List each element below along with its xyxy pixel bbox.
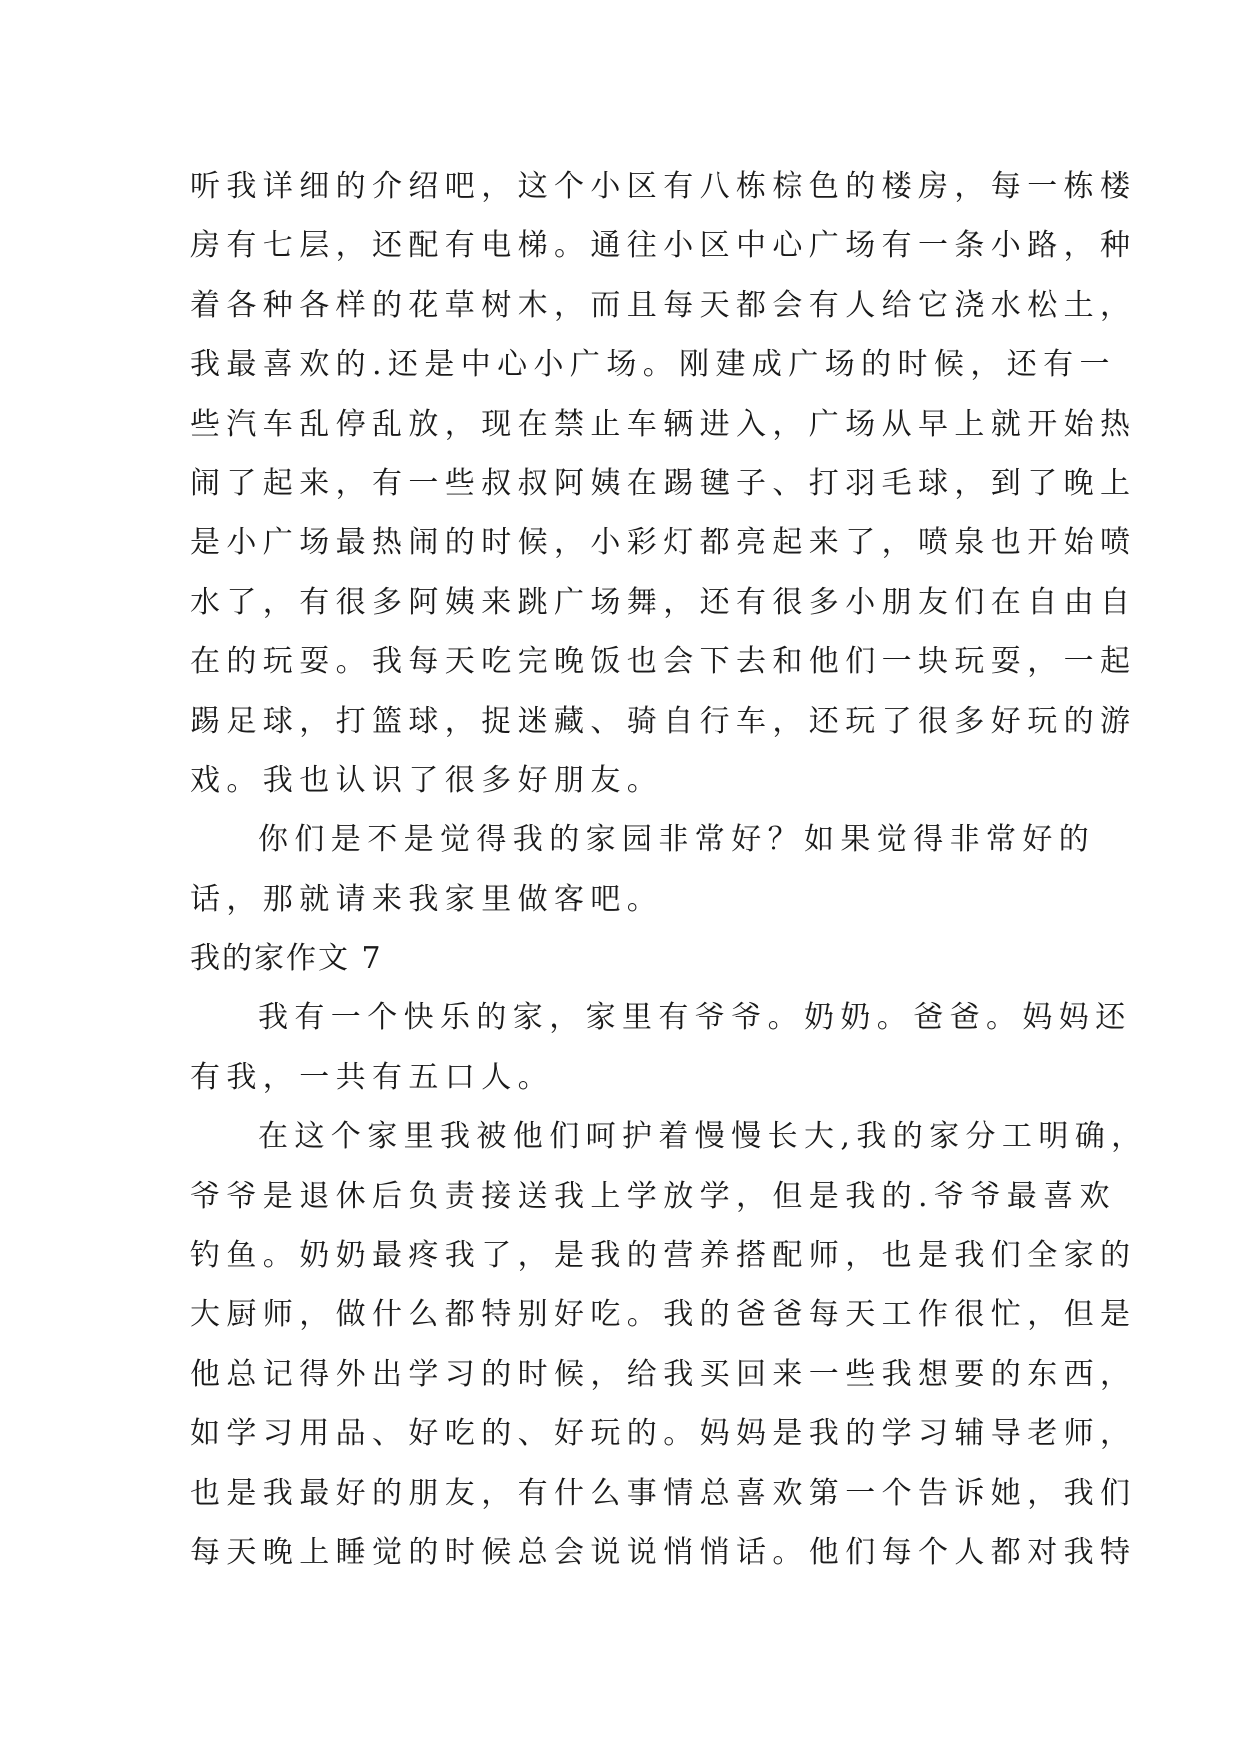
- paragraph-first-line: 你们是不是觉得我的家园非常好？如果觉得非常好的: [258, 822, 1096, 858]
- body-line: 如学习用品、好吃的、好玩的。妈妈是我的学习辅导老师，: [190, 1416, 1137, 1452]
- body-line: 听我详细的介绍吧，这个小区有八栋棕色的楼房，每一栋楼: [190, 169, 1137, 204]
- body-line: 大厨师，做什么都特别好吃。我的爸爸每天工作很忙，但是: [190, 1297, 1137, 1333]
- body-line: 房有七层，还配有电梯。通往小区中心广场有一条小路，种: [190, 228, 1137, 264]
- body-line: 也是我最好的朋友，有什么事情总喜欢第一个告诉她，我们: [190, 1475, 1137, 1511]
- body-line: 水了，有很多阿姨来跳广场舞，还有很多小朋友们在自由自: [190, 584, 1137, 620]
- body-line: 些汽车乱停乱放，现在禁止车辆进入，广场从早上就开始热: [190, 406, 1137, 442]
- section-heading: 我的家作文 7: [190, 941, 383, 977]
- body-line: 踢足球，打篮球，捉迷藏、骑自行车，还玩了很多好玩的游: [190, 703, 1137, 739]
- body-line: 在的玩耍。我每天吃完晚饭也会下去和他们一块玩耍，一起: [190, 644, 1137, 680]
- body-line: 着各种各样的花草树木，而且每天都会有人给它浇水松土，: [190, 287, 1137, 323]
- paragraph-first-line: 在这个家里我被他们呵护着慢慢长大,我的家分工明确，: [258, 1119, 1148, 1155]
- body-line: 钓鱼。奶奶最疼我了，是我的营养搭配师，也是我们全家的: [190, 1238, 1137, 1274]
- paragraph-first-line: 我有一个快乐的家，家里有爷爷。奶奶。爸爸。妈妈还: [258, 1000, 1132, 1036]
- body-line: 他总记得外出学习的时候，给我买回来一些我想要的东西，: [190, 1356, 1137, 1392]
- body-line: 是小广场最热闹的时候，小彩灯都亮起来了，喷泉也开始喷: [190, 525, 1137, 561]
- body-line: 爷爷是退休后负责接送我上学放学，但是我的.爷爷最喜欢: [190, 1178, 1116, 1214]
- document-body: [190, 157, 1148, 1582]
- body-line: 每天晚上睡觉的时候总会说说悄悄话。他们每个人都对我特: [190, 1534, 1137, 1570]
- body-line: 话，那就请来我家里做客吧。: [190, 881, 664, 917]
- body-line: 戏。我也认识了很多好朋友。: [190, 762, 664, 798]
- body-line: 我最喜欢的.还是中心小广场。刚建成广场的时候，还有一: [190, 347, 1116, 383]
- body-line: 闹了起来，有一些叔叔阿姨在踢毽子、打羽毛球，到了晚上: [190, 465, 1137, 501]
- body-line: 有我，一共有五口人。: [190, 1059, 554, 1095]
